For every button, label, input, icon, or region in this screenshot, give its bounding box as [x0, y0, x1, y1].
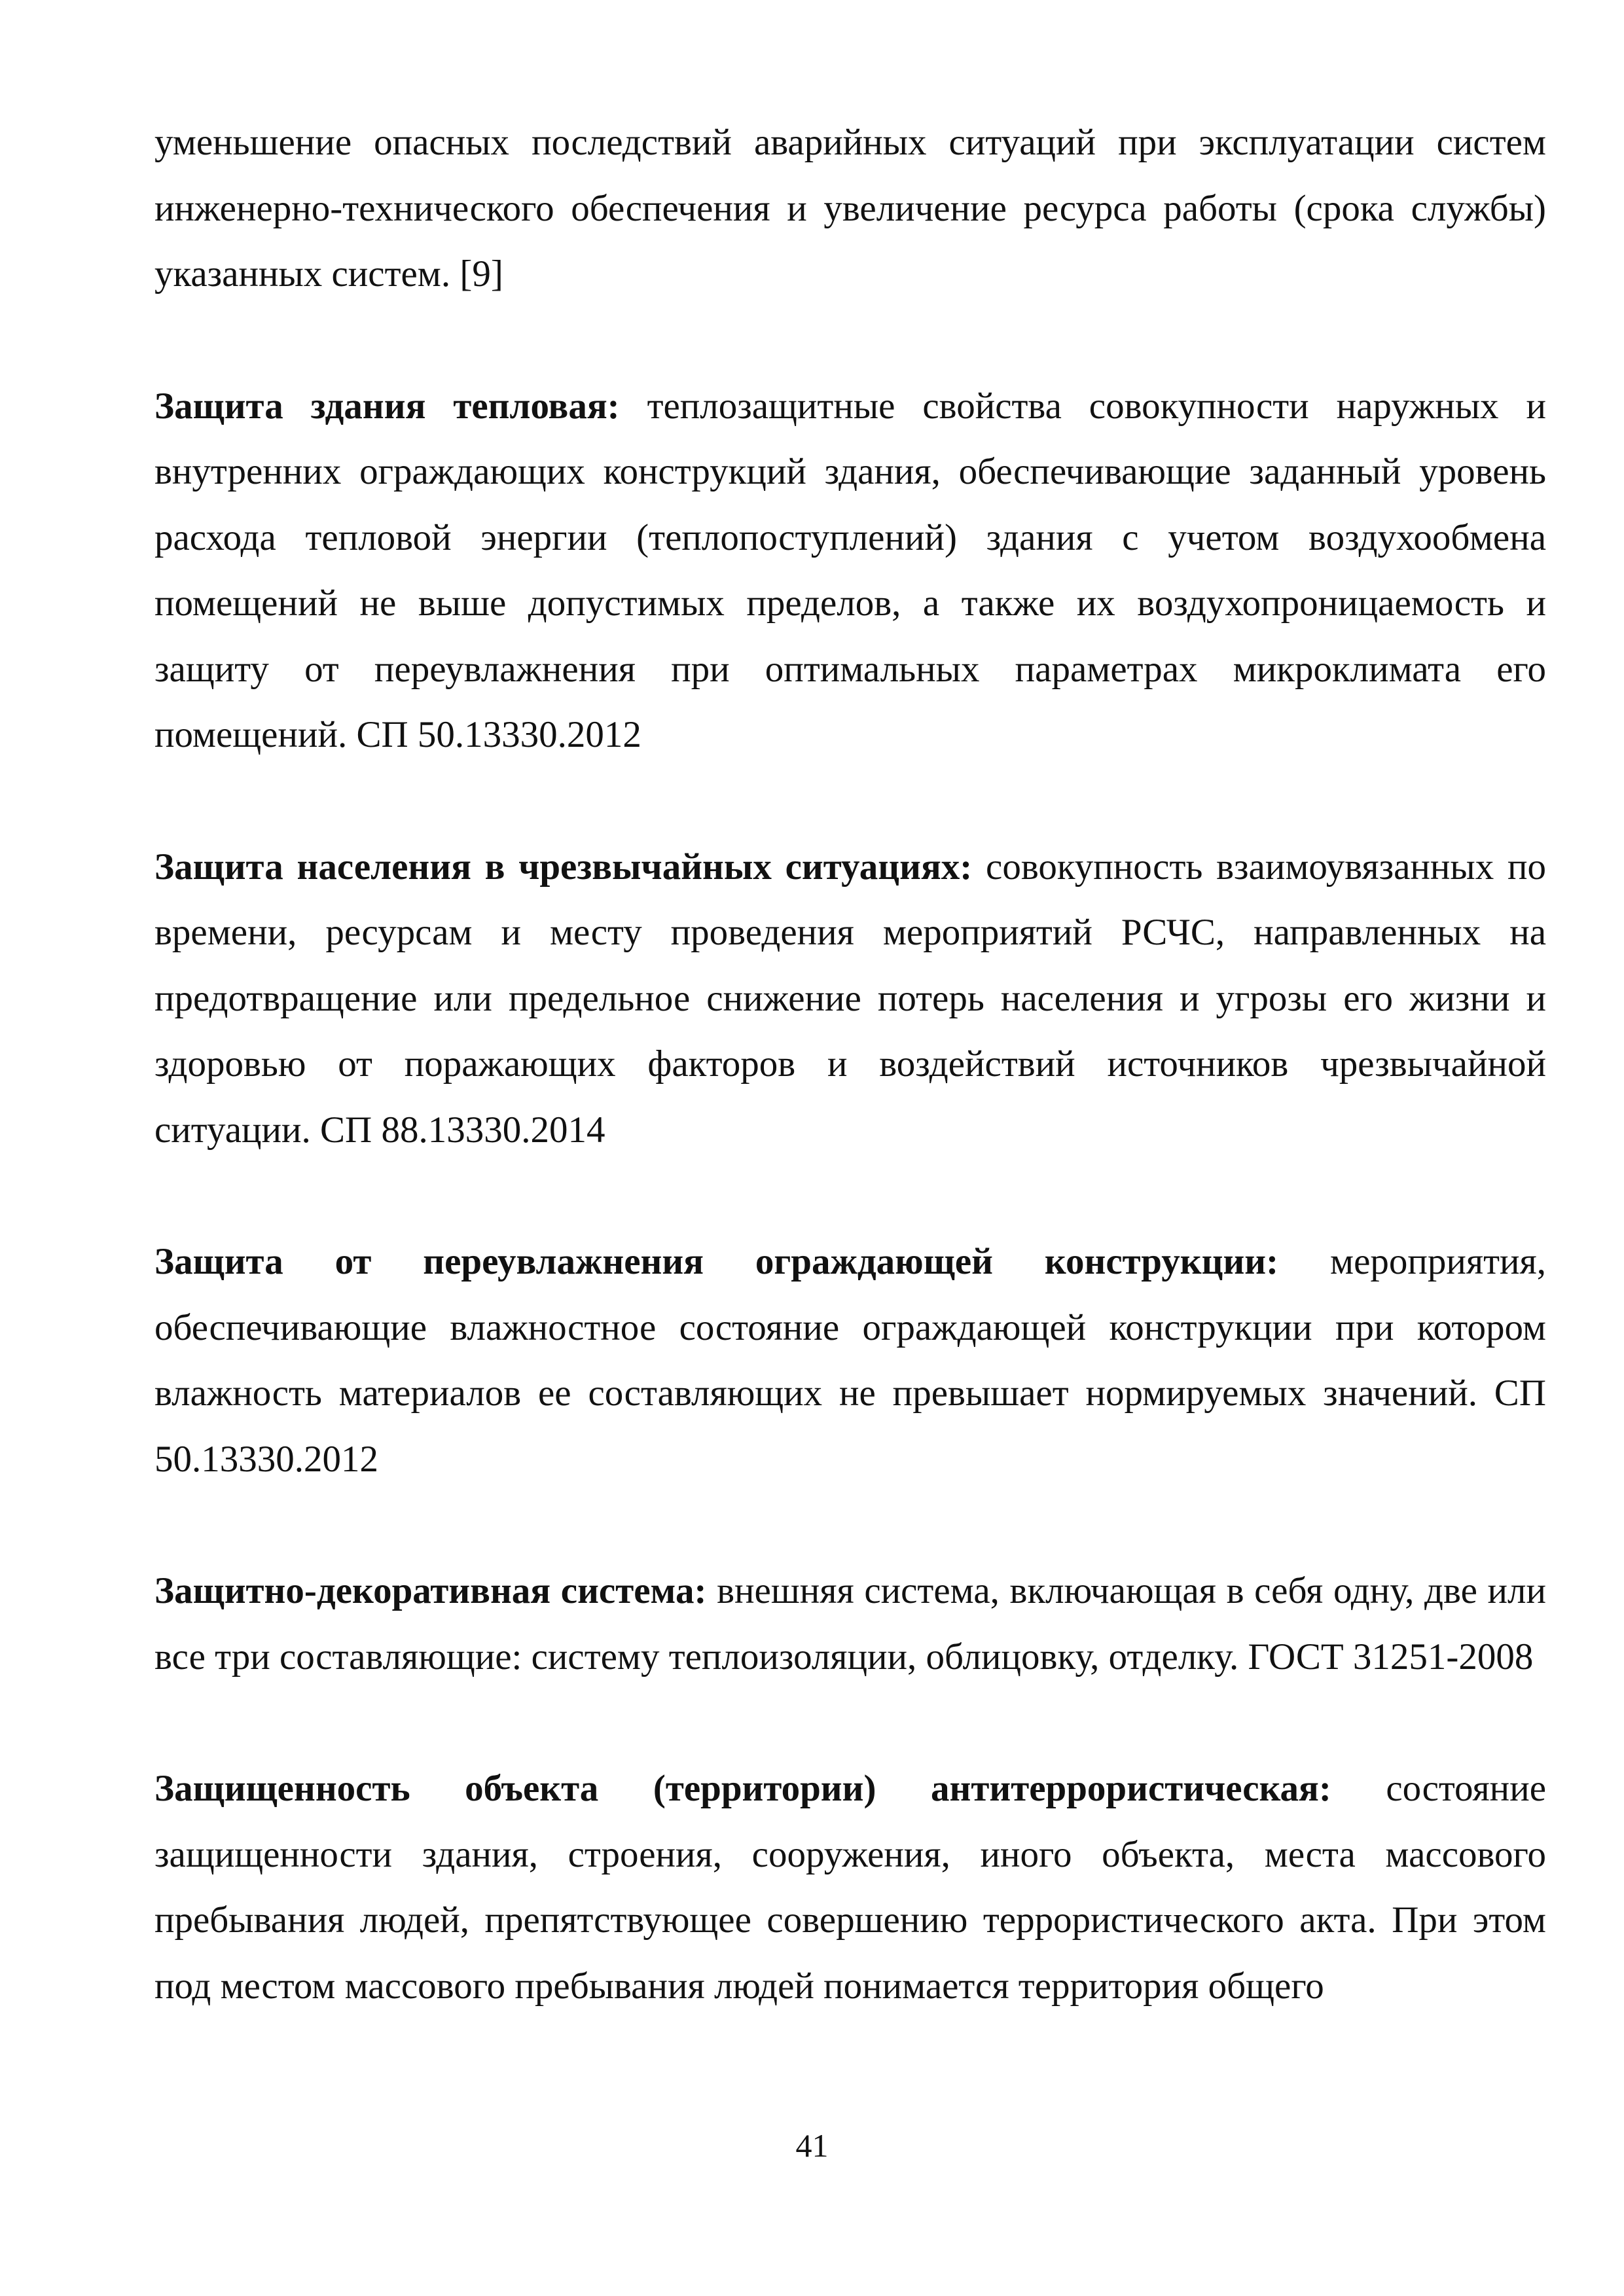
definition-text: мероприятия, обеспечивающие влажностное состояние ограждающей конструкции при котором влажность материалов ее составляющих не превышает нормируемых значений. СП 50.13330.2012 — [154, 1241, 1547, 1480]
term-heading: Защита от переувлажнения ограждающей конструкции: — [154, 1241, 1279, 1282]
definition-thermal-protection — [154, 374, 1546, 768]
definition-text: совокупность взаимоувязанных по времени, ресурсам и месту проведения мероприятий РСЧС, направленных на предотвращение или предельное снижение потерь населения и угрозы его жизни и здоровью от поражающих факторов и воздействий источников чрезвычайной ситуации. СП 88.13330.2014 — [154, 846, 1546, 1151]
term-heading: Защищенность объекта (территории) антитеррористическая: — [154, 1768, 1331, 1809]
definition-text: внешняя система, включающая в себя одну, две или все три составляющие: систему теплоизоляции, облицовку, отделку. ГОСТ 31251-2008 — [154, 1570, 1547, 1677]
page-number: 41 — [795, 2127, 829, 2164]
document-page-body — [154, 110, 1546, 2019]
term-heading: Защита населения в чрезвычайных ситуациях: — [154, 846, 973, 888]
term-heading: Защитно-декоративная система: — [154, 1570, 707, 1611]
definition-text: состояние защищенности здания, строения, сооружения, иного объекта, места массового пребывания людей, препятствующее совершению террористического акта. При этом под местом массового пребывания людей понимается территория общего — [154, 1768, 1546, 2007]
definition-moisture-protection — [154, 1229, 1546, 1492]
definition-text: теплозащитные свойства совокупности наружных и внутренних ограждающих конструкций здания, обеспечивающие заданный уровень расхода тепловой энергии (теплопоступлений) здания с учетом воздухообмена помещений не выше допустимых пределов, а также их воздухопроницаемость и защиту от переувлажнения при оптимальных параметрах микроклимата его помещений. СП 50.13330.2012 — [154, 385, 1546, 755]
definition-decorative-system — [154, 1558, 1546, 1690]
term-heading: Защита здания тепловая: — [154, 385, 620, 427]
paragraph-continuation — [154, 110, 1546, 308]
paragraph-text: уменьшение опасных последствий аварийных ситуаций при эксплуатации систем инженерно-технического обеспечения и увеличение ресурса работы (срока службы) указанных систем. [9] — [154, 122, 1546, 295]
definition-antiterrorist-security — [154, 1756, 1546, 2019]
definition-population-protection — [154, 834, 1546, 1164]
